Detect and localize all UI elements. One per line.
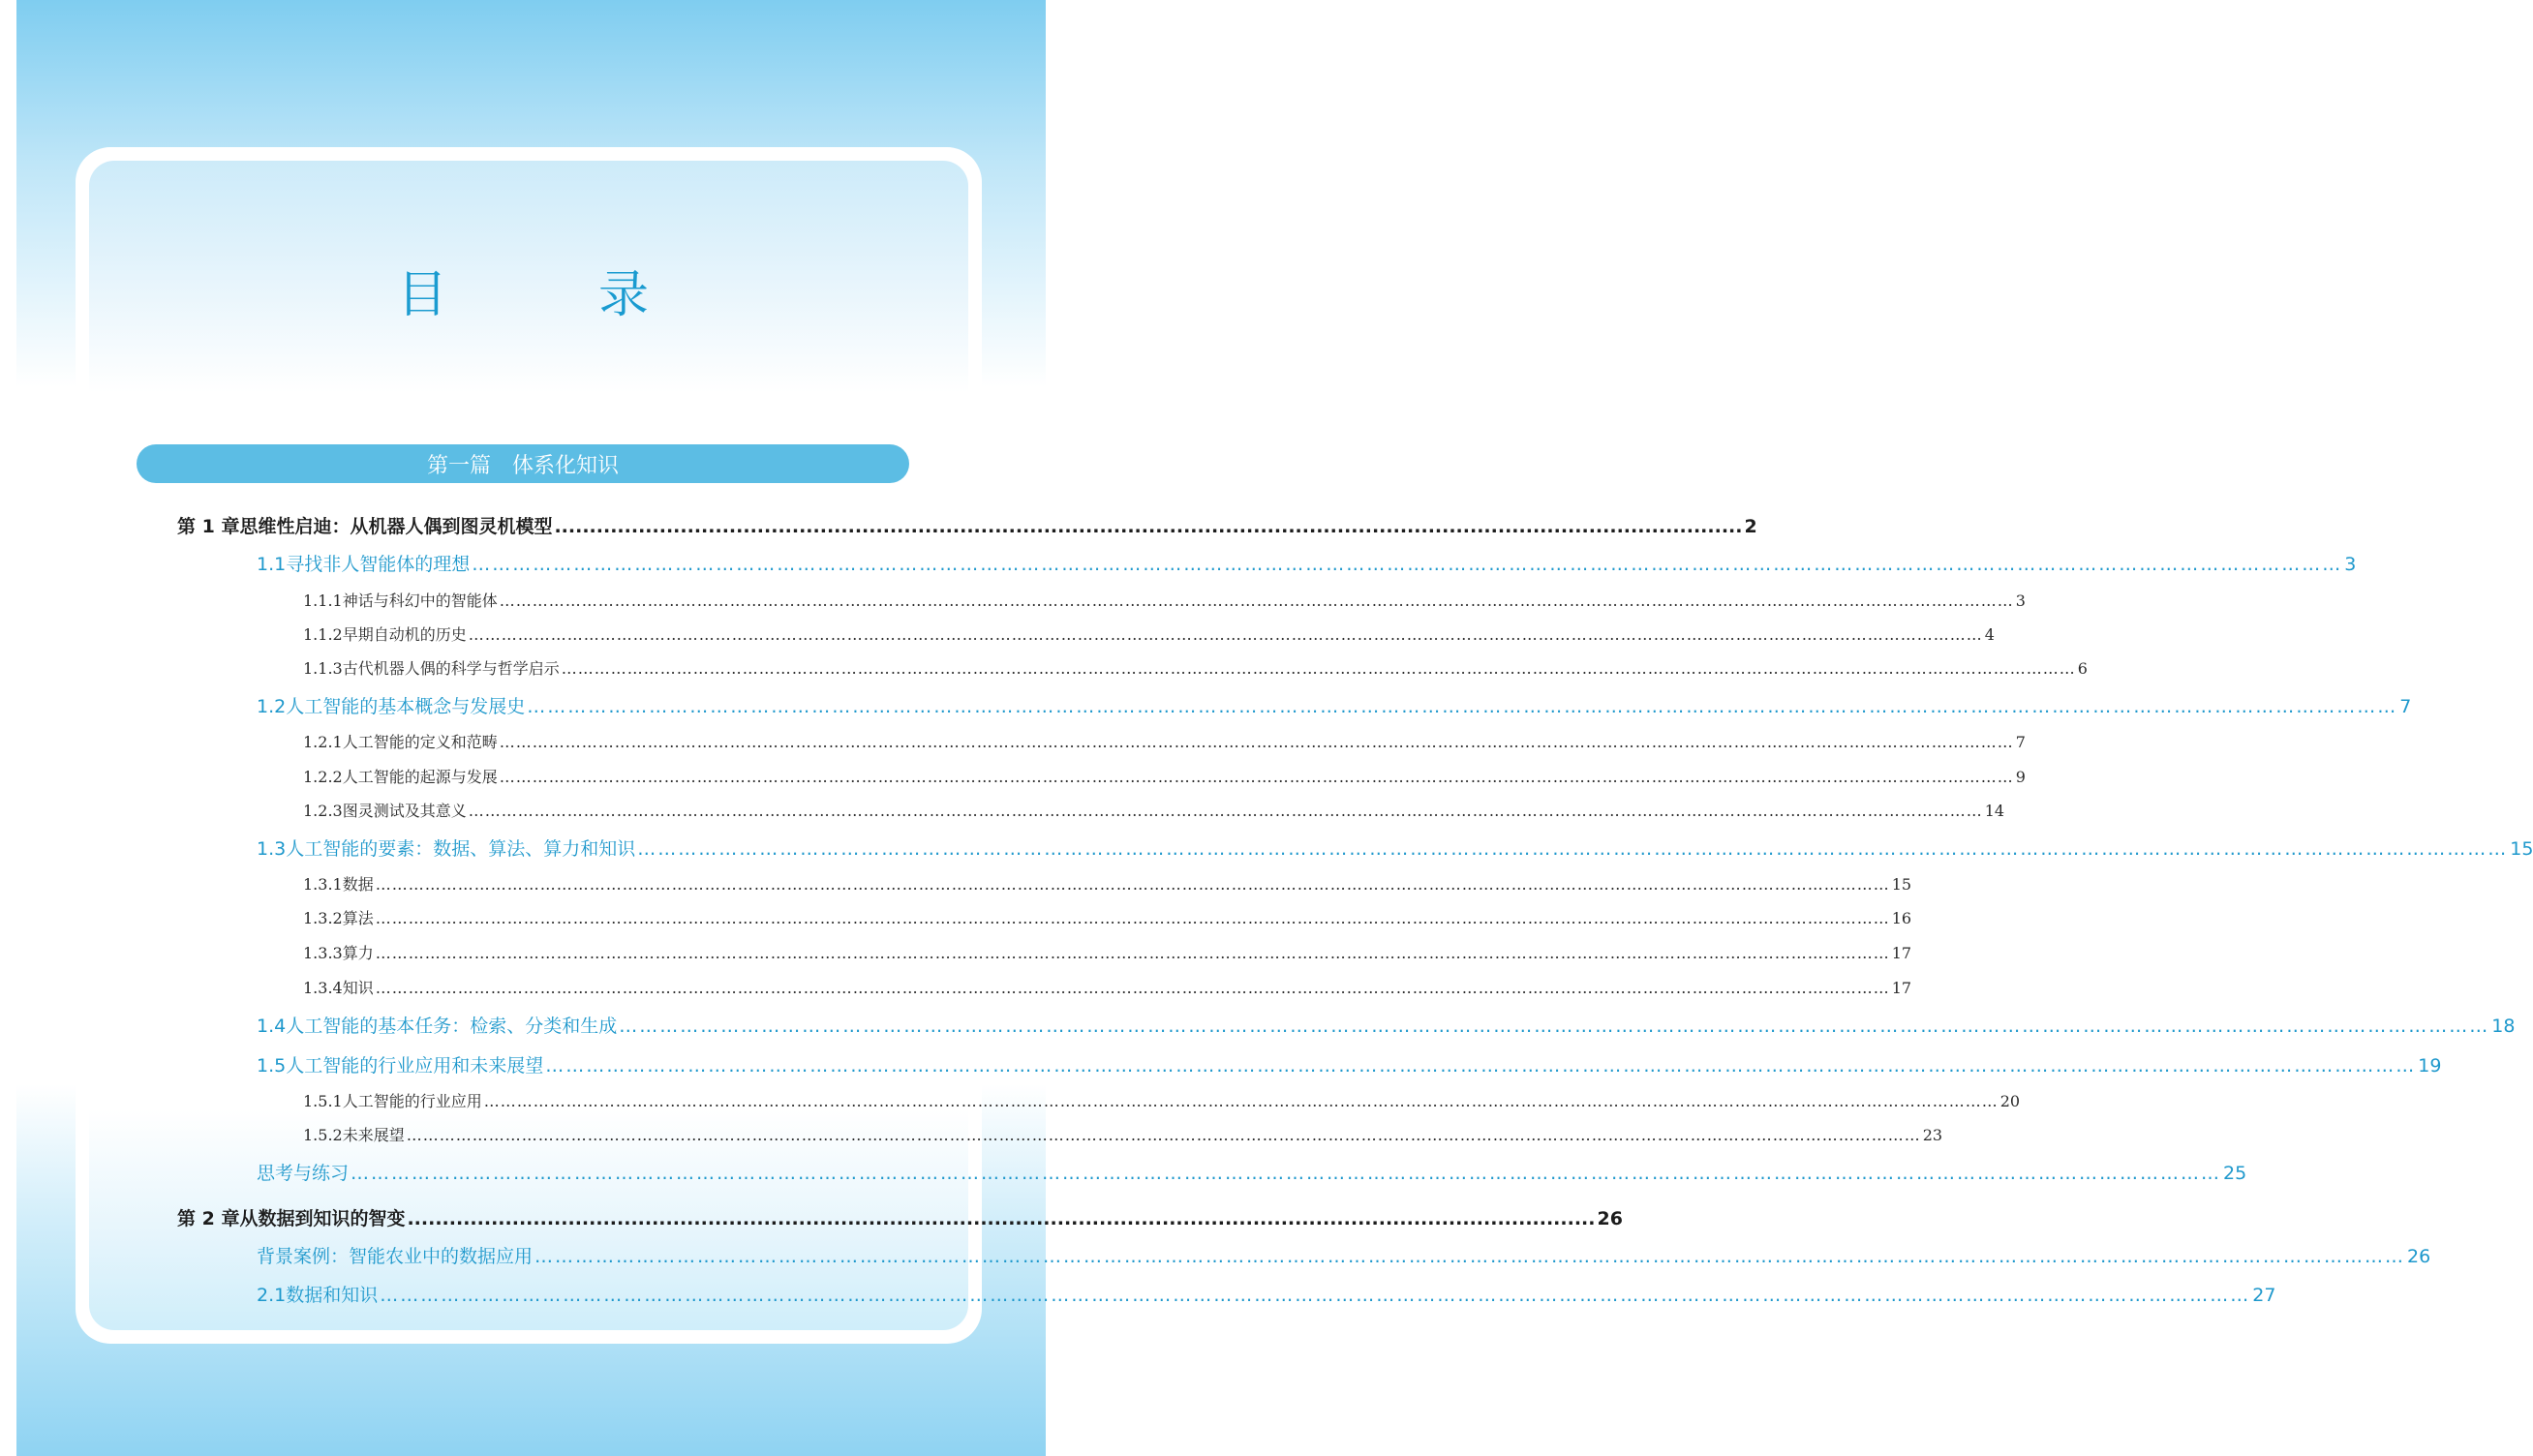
toc-title: 数据	[342, 875, 374, 894]
toc-leader-dots: ……………………………………………………………………………………………………………………………………………………………………………………………………………………………………………………	[468, 802, 1983, 820]
toc-page-number: 19	[2418, 1055, 2442, 1077]
toc-title: 数据和知识	[286, 1285, 379, 1306]
page-title: 目 录	[396, 266, 699, 324]
toc-subsection-1-1-2[interactable]	[303, 622, 1995, 645]
toc-section-1-3[interactable]	[257, 834, 2533, 861]
toc-number: 1.3.3	[303, 944, 343, 962]
toc-title: 古代机器人偶的科学与哲学启示	[342, 659, 560, 678]
toc-subsection-1-1-1[interactable]	[303, 589, 2026, 611]
toc-section-1-2[interactable]	[257, 692, 2412, 718]
toc-page-number: 2	[1744, 516, 1757, 537]
toc-leader-dots: ……………………………………………………………………………………………………………………………………………………………………………………………………………………………………………………	[375, 909, 1890, 927]
toc-number: 1.5.1	[303, 1092, 343, 1110]
toc-subsection-1-3-2[interactable]	[303, 906, 1912, 928]
toc-number: 1.5.2	[303, 1126, 343, 1144]
toc-section-1-1[interactable]	[257, 550, 2357, 576]
toc-leader-dots: ……………………………………………………………………………………………………………………………………………………………………………………………………………………………………………………	[375, 944, 1890, 962]
toc-title: 背景案例：智能农业中的数据应用	[257, 1246, 534, 1267]
toc-leader-dots: ..........................................................................................................................................................................	[554, 516, 1743, 537]
toc-page-number: 20	[1999, 1092, 2021, 1110]
toc-number: 2.1	[257, 1285, 287, 1306]
toc-number: 1.3.1	[303, 875, 343, 894]
toc-leader-dots: ……………………………………………………………………………………………………………………………………………………………………………………………………………………………………………………	[483, 1092, 1999, 1110]
toc-subsection-1-2-3[interactable]	[303, 799, 2005, 821]
toc-subsection-1-2-1[interactable]	[303, 730, 2026, 752]
toc-title: 从数据到知识的智变	[239, 1208, 406, 1229]
toc-page-number: 26	[1597, 1208, 1623, 1229]
toc-page-number: 16	[1891, 909, 1912, 927]
toc-page-number: 9	[2015, 768, 2026, 786]
toc-page-number: 17	[1891, 944, 1912, 962]
toc-leader-dots: ……………………………………………………………………………………………………………………………………………………………………………………………………………………………………………………	[545, 1055, 2417, 1077]
toc-subsection-1-5-1[interactable]	[303, 1089, 2021, 1111]
toc-page-number: 17	[1891, 979, 1912, 997]
toc-title: 图灵测试及其意义	[342, 802, 467, 820]
toc-leader-dots: ……………………………………………………………………………………………………………………………………………………………………………………………………………………………………………………	[351, 1163, 2222, 1184]
toc-section-1-4[interactable]	[257, 1012, 2516, 1038]
toc-leader-dots: ……………………………………………………………………………………………………………………………………………………………………………………………………………………………………………………	[380, 1285, 2251, 1306]
toc-title: 人工智能的行业应用	[342, 1092, 482, 1110]
toc-leader-dots: ……………………………………………………………………………………………………………………………………………………………………………………………………………………………………………………	[561, 659, 2076, 678]
toc-title: 未来展望	[342, 1126, 405, 1144]
toc-title: 知识	[342, 979, 374, 997]
toc-title: 人工智能的行业应用和未来展望	[286, 1055, 544, 1077]
toc-page-number: 18	[2491, 1016, 2516, 1037]
toc-page-number: 27	[2252, 1285, 2276, 1306]
toc-chapter-1[interactable]	[177, 512, 1757, 538]
toc-leader-dots: ……………………………………………………………………………………………………………………………………………………………………………………………………………………………………………………	[527, 696, 2398, 717]
toc-title: 思维性启迪：从机器人偶到图灵机模型	[239, 516, 553, 537]
toc-number: 1.3	[257, 838, 287, 860]
toc-leader-dots: ……………………………………………………………………………………………………………………………………………………………………………………………………………………………………………………	[619, 1016, 2490, 1037]
toc-leader-dots: ..........................................................................................................................................................................	[407, 1208, 1596, 1229]
toc-leader-dots: ……………………………………………………………………………………………………………………………………………………………………………………………………………………………………………………	[499, 768, 2014, 786]
toc-title: 人工智能的要素：数据、算法、算力和知识	[286, 838, 636, 860]
toc-title: 思考与练习	[257, 1163, 350, 1184]
toc-page-number: 14	[1984, 802, 2005, 820]
toc-title: 神话与科幻中的智能体	[342, 592, 498, 610]
toc-title: 算法	[342, 909, 374, 927]
toc-page-number: 4	[1984, 625, 1995, 644]
toc-exercises-1[interactable]	[257, 1159, 2247, 1185]
toc-subsection-1-3-3[interactable]	[303, 941, 1912, 963]
toc-number: 第 2 章	[177, 1208, 240, 1229]
toc-number: 1.2.3	[303, 802, 343, 820]
toc-number: 1.5	[257, 1055, 287, 1077]
toc-background-case-2[interactable]	[257, 1242, 2431, 1268]
toc-page-number: 26	[2407, 1246, 2431, 1267]
toc-title: 人工智能的基本任务：检索、分类和生成	[286, 1016, 618, 1037]
toc-title: 人工智能的基本概念与发展史	[286, 696, 526, 717]
toc-subsection-1-3-4[interactable]	[303, 976, 1912, 998]
toc-title: 寻找非人智能体的理想	[286, 554, 471, 575]
toc-number: 1.3.2	[303, 909, 343, 927]
toc-leader-dots: ……………………………………………………………………………………………………………………………………………………………………………………………………………………………………………………	[472, 554, 2343, 575]
toc-leader-dots: ……………………………………………………………………………………………………………………………………………………………………………………………………………………………………………………	[375, 979, 1890, 997]
toc-chapter-2[interactable]	[177, 1204, 1623, 1230]
toc-section-1-5[interactable]	[257, 1051, 2442, 1077]
toc-page-number: 3	[2344, 554, 2357, 575]
part-banner-label: 第一篇 体系化知识	[426, 453, 619, 478]
toc-subsection-1-5-2[interactable]	[303, 1123, 1943, 1145]
toc-number: 1.3.4	[303, 979, 343, 997]
toc-number: 1.2	[257, 696, 287, 717]
toc-leader-dots: ……………………………………………………………………………………………………………………………………………………………………………………………………………………………………………………	[375, 875, 1890, 894]
toc-leader-dots: ……………………………………………………………………………………………………………………………………………………………………………………………………………………………………………………	[499, 733, 2014, 751]
toc-number: 第 1 章	[177, 516, 240, 537]
toc-page-number: 25	[2223, 1163, 2247, 1184]
toc-subsection-1-3-1[interactable]	[303, 872, 1912, 895]
toc-leader-dots: ……………………………………………………………………………………………………………………………………………………………………………………………………………………………………………………	[406, 1126, 1921, 1144]
toc-page-number: 15	[1891, 875, 1912, 894]
toc-number: 1.1	[257, 554, 287, 575]
toc-section-2-1[interactable]	[257, 1281, 2276, 1307]
toc-title: 人工智能的定义和范畴	[342, 733, 498, 751]
toc-page-number: 6	[2077, 659, 2088, 678]
toc-page-number: 23	[1922, 1126, 1943, 1144]
toc-number: 1.2.1	[303, 733, 343, 751]
toc-number: 1.1.3	[303, 659, 343, 678]
toc-title: 算力	[342, 944, 374, 962]
toc-number: 1.4	[257, 1016, 287, 1037]
toc-page-number: 7	[2015, 733, 2026, 751]
toc-leader-dots: ……………………………………………………………………………………………………………………………………………………………………………………………………………………………………………………	[534, 1246, 2406, 1267]
toc-page-number: 15	[2510, 838, 2533, 860]
toc-page-number: 7	[2399, 696, 2412, 717]
toc-page-number: 3	[2015, 592, 2026, 610]
toc-subsection-1-2-2[interactable]	[303, 765, 2026, 787]
toc-leader-dots: ……………………………………………………………………………………………………………………………………………………………………………………………………………………………………………………	[637, 838, 2509, 860]
toc-leader-dots: ……………………………………………………………………………………………………………………………………………………………………………………………………………………………………………………	[468, 625, 1983, 644]
toc-number: 1.2.2	[303, 768, 343, 786]
toc-number: 1.1.2	[303, 625, 343, 644]
toc-title: 早期自动机的历史	[342, 625, 467, 644]
toc-leader-dots: ……………………………………………………………………………………………………………………………………………………………………………………………………………………………………………………	[499, 592, 2014, 610]
part-banner	[137, 444, 909, 483]
toc-title: 人工智能的起源与发展	[342, 768, 498, 786]
toc-subsection-1-1-3[interactable]	[303, 656, 2088, 679]
toc-number: 1.1.1	[303, 592, 343, 610]
